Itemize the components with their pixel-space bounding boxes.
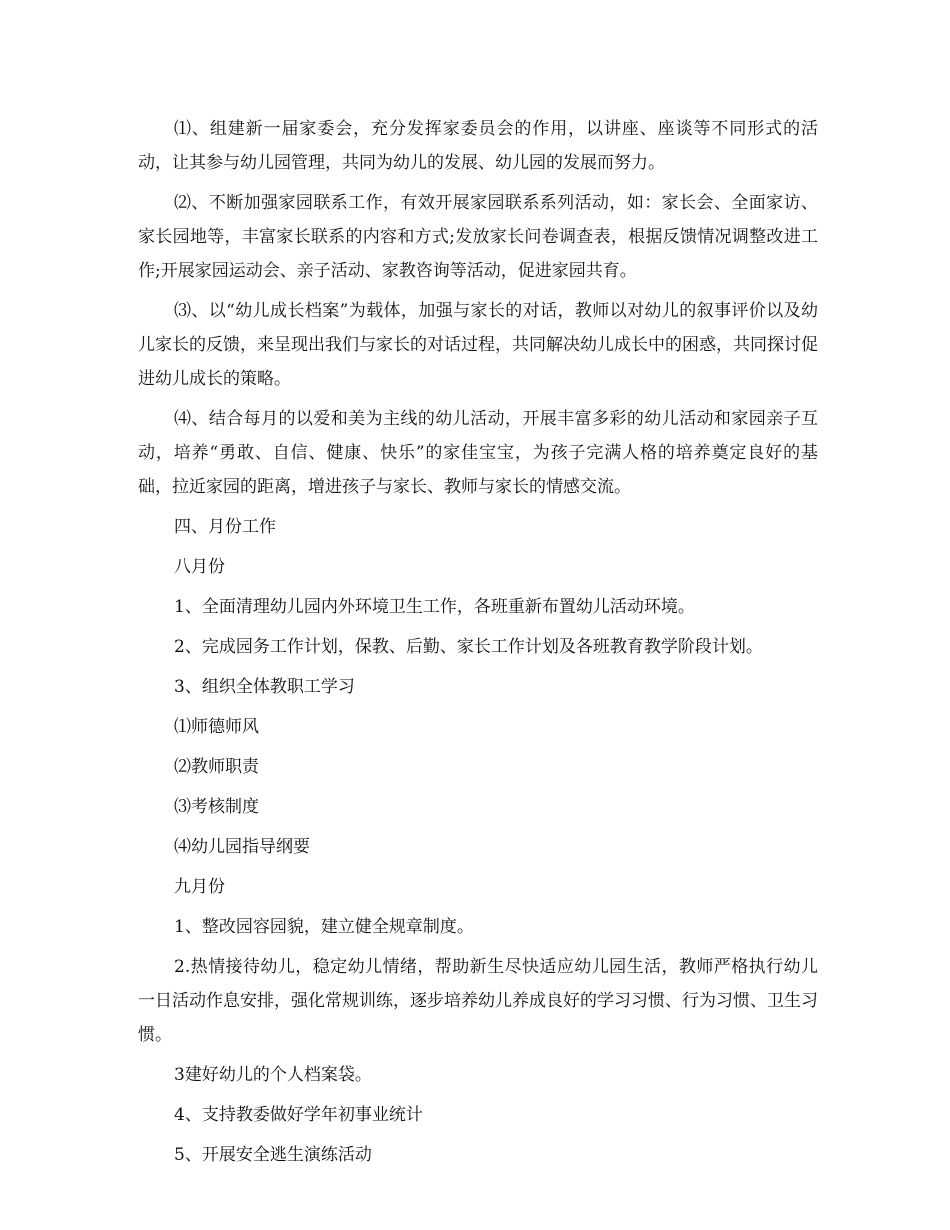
sub-item-duties: ⑵教师职责 xyxy=(174,757,259,777)
list-item-august-2: 2、完成园务工作计划，保教、后勤、家长工作计划及各班教育教学阶段计划。 xyxy=(174,637,763,657)
paragraph-growth-archive: ⑶、以“幼儿成长档案”为载体，加强与家长的对话，教师以对幼儿的叙事评价以及幼儿家长的反馈，来呈现出我们与家长的对话过程，共同解决幼儿成长中的困惑，共同探讨促进幼儿成长的策略。 xyxy=(138,301,818,389)
sub-item-ethics: ⑴师德师风 xyxy=(174,717,259,737)
list-item-september-5: 5、开展安全逃生演练活动 xyxy=(174,1145,372,1165)
sub-item-guidelines: ⑷幼儿园指导纲要 xyxy=(174,837,310,857)
list-item-september-1: 1、整改园容园貌，建立健全规章制度。 xyxy=(174,917,474,937)
list-item-august-3: 3、组织全体教职工学习 xyxy=(174,677,355,697)
list-item-august-1: 1、全面清理幼儿园内外环境卫生工作，各班重新布置幼儿活动环境。 xyxy=(174,597,695,617)
document-body xyxy=(138,112,818,1172)
month-heading-september: 九月份 xyxy=(174,877,225,897)
sub-item-assessment: ⑶考核制度 xyxy=(174,797,259,817)
month-heading-august: 八月份 xyxy=(174,557,225,577)
paragraph-family-committee: ⑴、组建新一届家委会，充分发挥家委员会的作用，以讲座、座谈等不同形式的活动，让其参与幼儿园管理，共同为幼儿的发展、幼儿园的发展而努力。 xyxy=(138,119,818,173)
section-heading-monthly-work: 四、月份工作 xyxy=(174,517,276,537)
list-item-september-3: 3建好幼儿的个人档案袋。 xyxy=(174,1065,372,1085)
list-item-september-2: 2.热情接待幼儿，稳定幼儿情绪，帮助新生尽快适应幼儿园生活，教师严格执行幼儿一日活动作息安排，强化常规训练，逐步培养幼儿养成良好的学习习惯、行为习惯、卫生习惯。 xyxy=(138,957,818,1045)
paragraph-home-school-contact: ⑵、不断加强家园联系工作，有效开展家园联系系列活动，如：家长会、全面家访、家长园地等，丰富家长联系的内容和方式;发放家长问卷调查表，根据反馈情况调整改进工作;开展家园运动会、亲子活动、家教咨询等活动，促进家园共育。 xyxy=(138,193,818,281)
list-item-september-4: 4、支持教委做好学年初事业统计 xyxy=(174,1105,423,1125)
paragraph-monthly-activities: ⑷、结合每月的以爱和美为主线的幼儿活动，开展丰富多彩的幼儿活动和家园亲子互动，培养“勇敢、自信、健康、快乐”的家佳宝宝，为孩子完满人格的培养奠定良好的基础，拉近家园的距离，增进孩子与家长、教师与家长的情感交流。 xyxy=(138,409,818,497)
